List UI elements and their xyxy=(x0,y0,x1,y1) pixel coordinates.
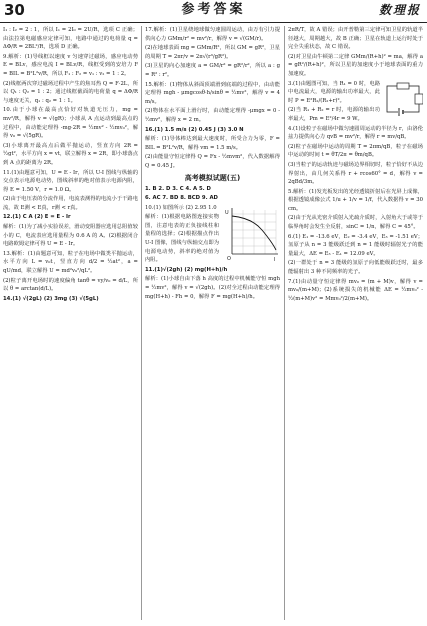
paragraph: (2)由能量守恒定律得 Q = Fx - ½mvm²，代入数据解得 Q = 0.45 J。 xyxy=(145,154,280,169)
paragraph: 17.解析：(1)卫星绕地球做匀速圆周运动，由万有引力提供向心力 GMm/r² = mv²/r，解得 v = √(GM/r)。 xyxy=(145,27,280,42)
paragraph: 15.解析：(1)物体从斜面顶端滑到底端的过程中，由动能定理得 mgh - μmgcosθ·h/sinθ = ½mv²，解得 v = 4 m/s。 xyxy=(145,81,280,105)
page-header xyxy=(0,0,427,23)
paragraph: (3)当粒子的运动轨迹与磁场边界相切时，粒子恰好不从边界射出，由几何关系得 r + rcos60° = d，解得 v = 2qBd/3m。 xyxy=(288,161,423,186)
answer-line: 12.(1) C A (2) E = E - Ir xyxy=(3,214,71,221)
paragraph: 9.解析：(1)导线框以速度 v 匀速穿过磁场，感应电动势 E = BLv，感应电流 I = BLv/R，线框受到的安培力 F = BIL = B²L²v/R，所以 F₁ : F₂ = v₁ : v₂ = 1 : 2。 xyxy=(3,53,138,77)
paragraph: 解析：(1)导体棒达到最大速度时，所受合力为零，F = BIL = B²L²v/R，解得 vm = 1.5 m/s。 xyxy=(145,136,280,151)
section-heading: 高考模拟试题(五) xyxy=(184,173,241,182)
middle-column xyxy=(145,26,280,620)
svg-text:I: I xyxy=(274,256,276,262)
paragraph: 11.(1)由题意可知，U = E - Ir，所以 U-I 图线与纵轴的交点表示电源电动势，图线斜率的绝对值表示电源内阻，得 E = 1.50 V，r = 1.0 Ω。 xyxy=(3,169,138,193)
right-column xyxy=(288,26,423,620)
paragraph: 5.解析：(1)发光板发出的光经透镜折射后在光屏上成像，根据透镜成像公式 1/u + 1/v = 1/f，代入数据得 v = 30 cm。 xyxy=(288,188,423,212)
svg-text:U: U xyxy=(225,209,229,216)
svg-text:O: O xyxy=(227,255,231,262)
circuit-diagram xyxy=(383,82,423,118)
paragraph: 3.(1)由题图可知，当 R₁ = 0 时，电路中电流最大，电源的输出功率最大，此时 P = E²R₂/(R₂+r)²。 xyxy=(288,80,380,104)
u-i-graph xyxy=(222,206,280,262)
paragraph: (2)一群处于 n = 3 能级的氢原子向低能级跃迁时，最多能辐射出 3 种不同频率的光子。 xyxy=(288,260,423,276)
paragraph: (2)粒子离开电场时的速度偏角 tanθ = vy/v₀ = d/L，所以 θ = arctan(d/L)。 xyxy=(3,277,138,293)
brand-logo: 数理报 xyxy=(378,3,421,17)
paragraph: (2)对卫星由牛顿第二定律 GMm/(R+h)² = ma，解得 a = gR²/(R+h)²，所以卫星的加速度小于地球表面的重力加速度。 xyxy=(288,53,423,77)
column-divider xyxy=(141,26,142,620)
paragraph: 10.由于小球在最高点恰好对轨道无压力，mg = mv²/R，解得 v = √(gR)；小球从 A 点运动到最高点的过程中，由动能定理得 -mg·2R = ½mv² - ½mv₀²，解得 v₀ = √(5gR)。 xyxy=(3,107,138,140)
paragraph: (2)由于电压表的分流作用，电流表测得的电流小于干路电流，故 E测 < E真，r测 < r真。 xyxy=(3,196,138,211)
answer-line: 14.(1) √(2gL) (2) 3mg (3) √(5gL) xyxy=(3,295,99,302)
paragraph: (2)当 R₁ + R₂ = r 时，电源的输出功率最大，Pm = E²/4r = 9 W。 xyxy=(288,107,380,122)
paragraph: I₁ : I₂ = 2 : 1，所以 I₁ = 2I₀ = 2U/R，选项 C 正确；由法拉第电磁感应定律可知，电路中通过的电荷量 q = ΔΦ/R = 2BL²/R，选项 D 正确。 xyxy=(3,27,138,51)
paragraph: (3)卫星的向心加速度 a = GM/r² = gR²/r²，所以 a : g = R² : r²。 xyxy=(145,63,280,78)
paragraph: 10.(1) 如图所示 (2) 2.95 1.0 xyxy=(145,204,217,211)
paragraph: (2)在地球表面 mg = GMm/R²，所以 GM = gR²，卫星的周期 T = 2πr/v = 2π√(r³/gR²)。 xyxy=(145,45,280,60)
column-divider xyxy=(284,26,285,620)
circuit-loop xyxy=(387,86,419,112)
paragraph: (2)物体在水平面上滑行时，由动能定理得 -μmgx = 0 - ½mv²，解得 x = 2 m。 xyxy=(145,108,280,123)
resistor-symbol xyxy=(415,94,423,104)
paragraph: 13.解析：(1)由题意可知，粒子在电场中做类平抛运动，水平方向 L = v₀t，竖直方向 d/2 = ½at²，a = qU/md，联立解得 U = md²v₀²/qL²。 xyxy=(3,250,138,275)
circuit-figure xyxy=(383,82,423,118)
paragraph: (2)粒子在磁场中运动的周期 T = 2πm/qB，粒子在磁场中运动的时间 t = θT/2π = θm/qB。 xyxy=(288,143,423,159)
paragraph: (3)小球离开最高点后做平抛运动，竖直方向 2R = ½gt²，水平方向 x = vt，联立解得 x = 2R，即小球落点到 A 点的距离为 2R。 xyxy=(3,142,138,166)
graph-figure xyxy=(222,206,280,262)
paragraph: (2)由于光从光密介质射入光疏介质时，入射角大于或等于临界角时会发生全反射，sinC = 1/n，解得 C = 45°。 xyxy=(288,215,423,231)
answer-line: 11.(1)√(2gh) (2) mg(H+h)/h xyxy=(145,266,228,273)
paragraph: 解析：(1)根据电路图连接实物图，注意电表的正负接线柱和量程的选择；(2)根据描点作出 U-I 图像，图线与纵轴交点即为电源电动势，斜率的绝对值为内阻。 xyxy=(145,214,219,264)
page-title: 参考答案 xyxy=(181,2,246,17)
paragraph: 解析：(1)小球自由下落 h 高度的过程中机械能守恒 mgh = ½mv²，解得 v = √(2gh)。(2)对全过程由动能定理得 mg(H+h) - Fh = 0，解得 F = mg(H+h)/h。 xyxy=(145,276,280,300)
paragraph: 4.(1)设粒子在磁场中做匀速圆周运动的半径为 r，由洛伦兹力提供向心力 qvB = mv²/r，解得 r = mv/qB。 xyxy=(288,125,423,141)
page-number: 30 xyxy=(4,1,25,19)
left-column xyxy=(3,26,138,620)
paragraph: 7.(1)由动量守恒定律得 mv₀ = (m + M)v，解得 v = mv₀/(m+M)；(2)系统损失的机械能 ΔE = ½mv₀² - ½(m+M)v² = Mmv₀²/2(m+M)。 xyxy=(288,278,423,302)
answer-line: 16.(1) 1.5 m/s (2) 0.45 J (3) 3.0 N xyxy=(145,126,244,133)
answer-key: 1. B 2. D 3. C 4. A 5. D xyxy=(145,185,211,192)
paragraph: 6.(1) E₁ = -13.6 eV，E₂ = -3.4 eV，E₃ = -1.51 eV；氢原子从 n = 3 能级跃迁到 n = 1 能级时辐射光子的能量最大，ΔE = E₃ - E₁ = 12.09 eV。 xyxy=(288,233,423,257)
answer-key: 6. AC 7. BD 8. BCD 9. AD xyxy=(145,195,218,202)
paragraph: (2)线框两次穿过磁场过程中产生的焦耳热 Q = F·2L，所以 Q₁ : Q₂ = 1 : 2；通过线框截面的电荷量 q = ΔΦ/R 与速度无关，q₁ : q₂ = 1 : 1。 xyxy=(3,80,138,104)
resistor-symbol xyxy=(397,83,409,89)
paragraph: 解析：(1)为了减小实验误差，滑动变阻器应选用总阻值较小的 C，电流表应选用量程为 0.6 A 的 A。(2)根据闭合电路欧姆定律可得 U = E - Ir。 xyxy=(3,224,138,248)
paragraph: 2πR/T，故 A 错误；由开普勒第三定律可知卫星的轨道半径越大，周期越大，故 B 正确；卫星在轨道上运行时处于完全失重状态，故 C 错误。 xyxy=(288,27,423,51)
